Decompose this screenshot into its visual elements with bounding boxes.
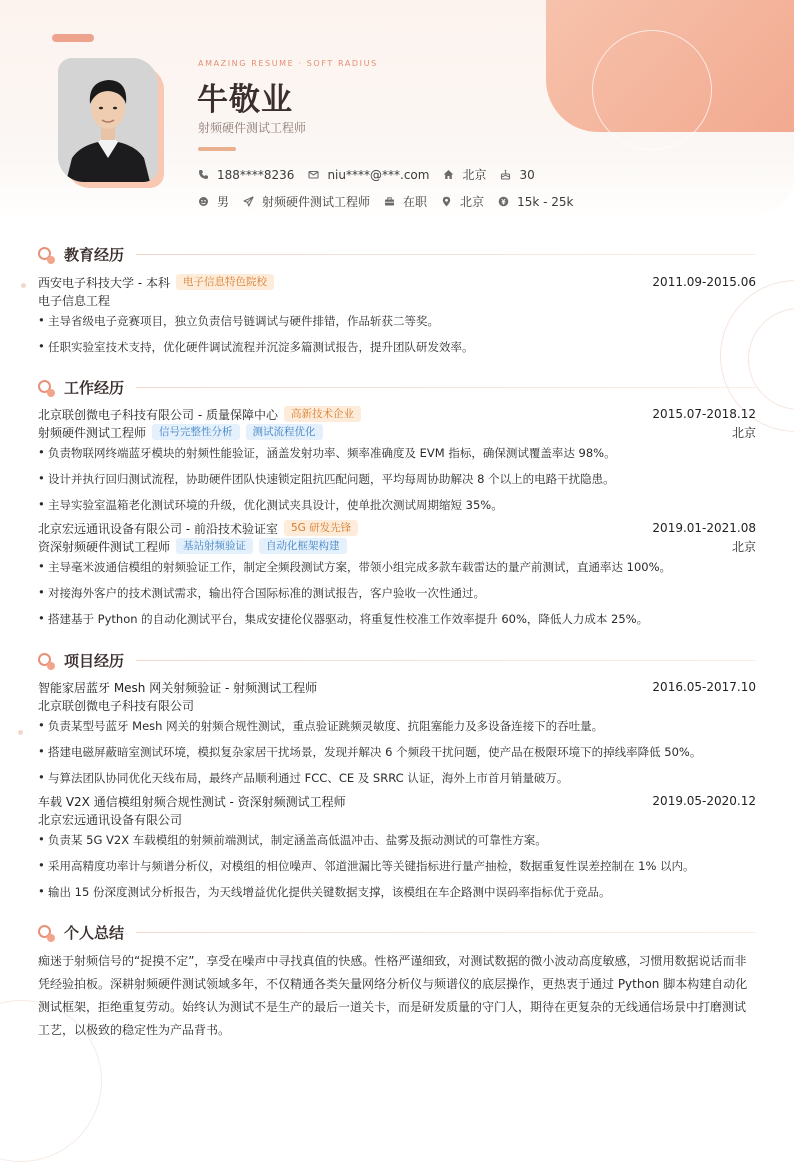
company-tag: 高新技术企业 xyxy=(284,406,361,422)
section-search-icon xyxy=(38,247,54,263)
project-company: 北京联创微电子科技有限公司 xyxy=(38,699,195,713)
location-icon xyxy=(441,196,452,207)
candidate-name: 牛敬业 xyxy=(197,82,293,118)
home-icon xyxy=(443,169,454,180)
target-position-item xyxy=(243,193,370,210)
gender-text: 男 xyxy=(217,195,230,209)
project-name: 车载 V2X 通信模组射频合规性测试 - 资深射频测试工程师 xyxy=(38,794,346,809)
status-item xyxy=(384,193,427,210)
gender-item xyxy=(198,193,229,210)
header-tagline: AMAZING RESUME · SOFT RADIUS xyxy=(198,59,378,68)
home-item xyxy=(443,166,486,183)
section-search-icon xyxy=(38,925,54,941)
decorative-ring xyxy=(592,30,712,150)
section-search-icon xyxy=(38,380,54,396)
school-name: 西安电子科技大学 - 本科 xyxy=(38,275,170,290)
job-position-row xyxy=(38,537,756,555)
project-company: 北京宏远通讯设备有限公司 xyxy=(38,813,183,827)
school-tag: 电子信息特色院校 xyxy=(176,274,274,290)
company-name: 北京联创微电子科技有限公司 - 质量保障中心 xyxy=(38,407,278,422)
project-row xyxy=(38,792,756,810)
gender-icon xyxy=(198,196,209,207)
mail-icon xyxy=(308,169,319,180)
project-row xyxy=(38,678,756,696)
age-item xyxy=(500,168,534,182)
status-text: 在职 xyxy=(403,195,428,209)
salary-item xyxy=(498,195,573,209)
summary-title: 个人总结 xyxy=(64,924,125,942)
education-title: 教育经历 xyxy=(64,246,125,264)
skill-tag: 测试流程优化 xyxy=(246,424,323,440)
list-item: • 负责物联网终端蓝牙模块的射频性能验证，涵盖发射功率、频率准确度及 EVM 指标，确保测试覆盖率达 98%。 xyxy=(38,445,616,460)
skill-tag: 基站射频验证 xyxy=(176,538,253,554)
education-major: 电子信息工程 xyxy=(38,294,111,308)
job-position: 资深射频硬件测试工程师 xyxy=(38,539,171,554)
phone-text: 188****8236 xyxy=(217,167,295,182)
salary-text: 15k - 25k xyxy=(517,194,574,209)
list-item: • 主导毫米波通信模组的射频验证工作，制定全频段测试方案，带领小组完成多款车载雷达的量产前测试，直通率达 100%。 xyxy=(38,559,672,574)
briefcase-icon xyxy=(384,196,395,207)
list-item: • 负责某 5G V2X 车载模组的射频前端测试，制定涵盖高低温冲击、盐雾及振动测试的可靠性方案。 xyxy=(38,832,547,847)
section-search-icon xyxy=(38,653,54,669)
phone-item xyxy=(198,168,294,182)
projects-section-header xyxy=(38,650,756,671)
home-text: 北京 xyxy=(462,168,487,182)
list-item: • 搭建基于 Python 的自动化测试平台，集成安捷伦仪器驱动，将重复性校准工作效率提升 60%，降低人力成本 25%。 xyxy=(38,611,649,626)
location-item xyxy=(441,193,484,210)
decorative-dot xyxy=(21,283,26,288)
list-item: • 主导实验室温箱老化测试环境的升级，优化测试夹具设计，使单批次测试周期缩短 35%。 xyxy=(38,497,503,512)
job-company-row xyxy=(38,519,756,537)
profile-row xyxy=(198,193,587,210)
section-divider xyxy=(136,932,756,933)
project-date: 2016.05-2017.10 xyxy=(652,680,756,694)
projects-title: 项目经历 xyxy=(64,652,125,670)
list-item: • 主导省级电子竞赛项目，独立负责信号链调试与硬件排错，作品斩获二等奖。 xyxy=(38,313,439,328)
email-text: niu****@***.com xyxy=(327,167,430,182)
list-item: • 搭建电磁屏蔽暗室测试环境，模拟复杂家居干扰场景，发现并解决 6 个频段干扰问题，使产品在极限环境下的掉线率降低 50%。 xyxy=(38,744,702,759)
phone-icon xyxy=(198,169,209,180)
job-city: 北京 xyxy=(731,425,756,440)
age-text: 30 xyxy=(519,167,535,182)
target-position-text: 射频硬件测试工程师 xyxy=(262,195,371,209)
job-date: 2015.07-2018.12 xyxy=(652,407,756,421)
summary-text: 痴迷于射频信号的“捉摸不定”，享受在噪声中寻找真值的快感。性格严谨细致，对测试数据的微小波动高度敏感，习惯用数据说话而非凭经验拍板。深耕射频硬件测试领域多年，不仅精通各类矢量网络分析仪与频谱仪的底层操作，更热衷于通过 Python 脚本构建自动化测试框架，拒绝重复劳动。始终认为测试不是生产的最后一道关卡，而是研发质量的守门人，期待在更复杂的无线通信场景中打磨测试工艺，以极致的稳定性为产品背书。 xyxy=(38,954,748,1037)
contact-row xyxy=(198,166,549,183)
education-section-header xyxy=(38,244,756,265)
accent-bar xyxy=(198,147,236,151)
skill-tag: 信号完整性分析 xyxy=(152,424,240,440)
send-icon xyxy=(243,196,254,207)
location-text: 北京 xyxy=(460,195,485,209)
project-name: 智能家居蓝牙 Mesh 网关射频验证 - 射频测试工程师 xyxy=(38,680,318,695)
decorative-pill xyxy=(52,34,94,42)
section-divider xyxy=(136,660,756,661)
section-divider xyxy=(136,387,756,388)
list-item: • 对接海外客户的技术测试需求，输出符合国际标准的测试报告，客户验收一次性通过。 xyxy=(38,585,485,600)
list-item: • 采用高精度功率计与频谱分析仪，对模组的相位噪声、邻道泄漏比等关键指标进行量产抽检，数据重复性误差控制在 1% 以内。 xyxy=(38,858,695,873)
avatar xyxy=(58,58,158,182)
list-item: • 负责某型号蓝牙 Mesh 网关的射频合规性测试，重点验证跳频灵敏度、抗阻塞能力及多设备连接下的吞吐量。 xyxy=(38,718,604,733)
money-icon xyxy=(498,196,509,207)
skill-tag: 自动化框架构建 xyxy=(259,538,347,554)
cake-icon xyxy=(500,169,511,180)
list-item: • 任职实验室技术支持，优化硬件调试流程并沉淀多篇测试报告，提升团队研发效率。 xyxy=(38,339,474,354)
email-item xyxy=(308,168,429,182)
decorative-dot xyxy=(18,730,23,735)
education-row xyxy=(38,273,756,291)
list-item: • 与算法团队协同优化天线布局，最终产品顺利通过 FCC、CE 及 SRRC 认证，海外上市首月销量破万。 xyxy=(38,770,569,785)
list-item: • 输出 15 份深度测试分析报告，为天线增益优化提供关键数据支撑，该模组在车企路测中误码率指标优于竞品。 xyxy=(38,884,611,899)
list-item: • 设计并执行回归测试流程，协助硬件团队快速锁定阻抗匹配问题，平均每周协助解决 8 个以上的电路干扰隐患。 xyxy=(38,471,615,486)
job-position-row xyxy=(38,423,756,441)
candidate-title: 射频硬件测试工程师 xyxy=(198,121,307,135)
job-date: 2019.01-2021.08 xyxy=(652,521,756,535)
work-title: 工作经历 xyxy=(64,379,125,397)
job-city: 北京 xyxy=(731,539,756,554)
company-tag: 5G 研发先锋 xyxy=(284,520,358,536)
company-name: 北京宏远通讯设备有限公司 - 前沿技术验证室 xyxy=(38,521,278,536)
project-date: 2019.05-2020.12 xyxy=(652,794,756,808)
job-position: 射频硬件测试工程师 xyxy=(38,425,147,440)
job-company-row xyxy=(38,405,756,423)
section-divider xyxy=(136,254,756,255)
work-section-header xyxy=(38,377,756,398)
summary-section-header xyxy=(38,922,756,943)
education-date: 2011.09-2015.06 xyxy=(652,275,756,289)
